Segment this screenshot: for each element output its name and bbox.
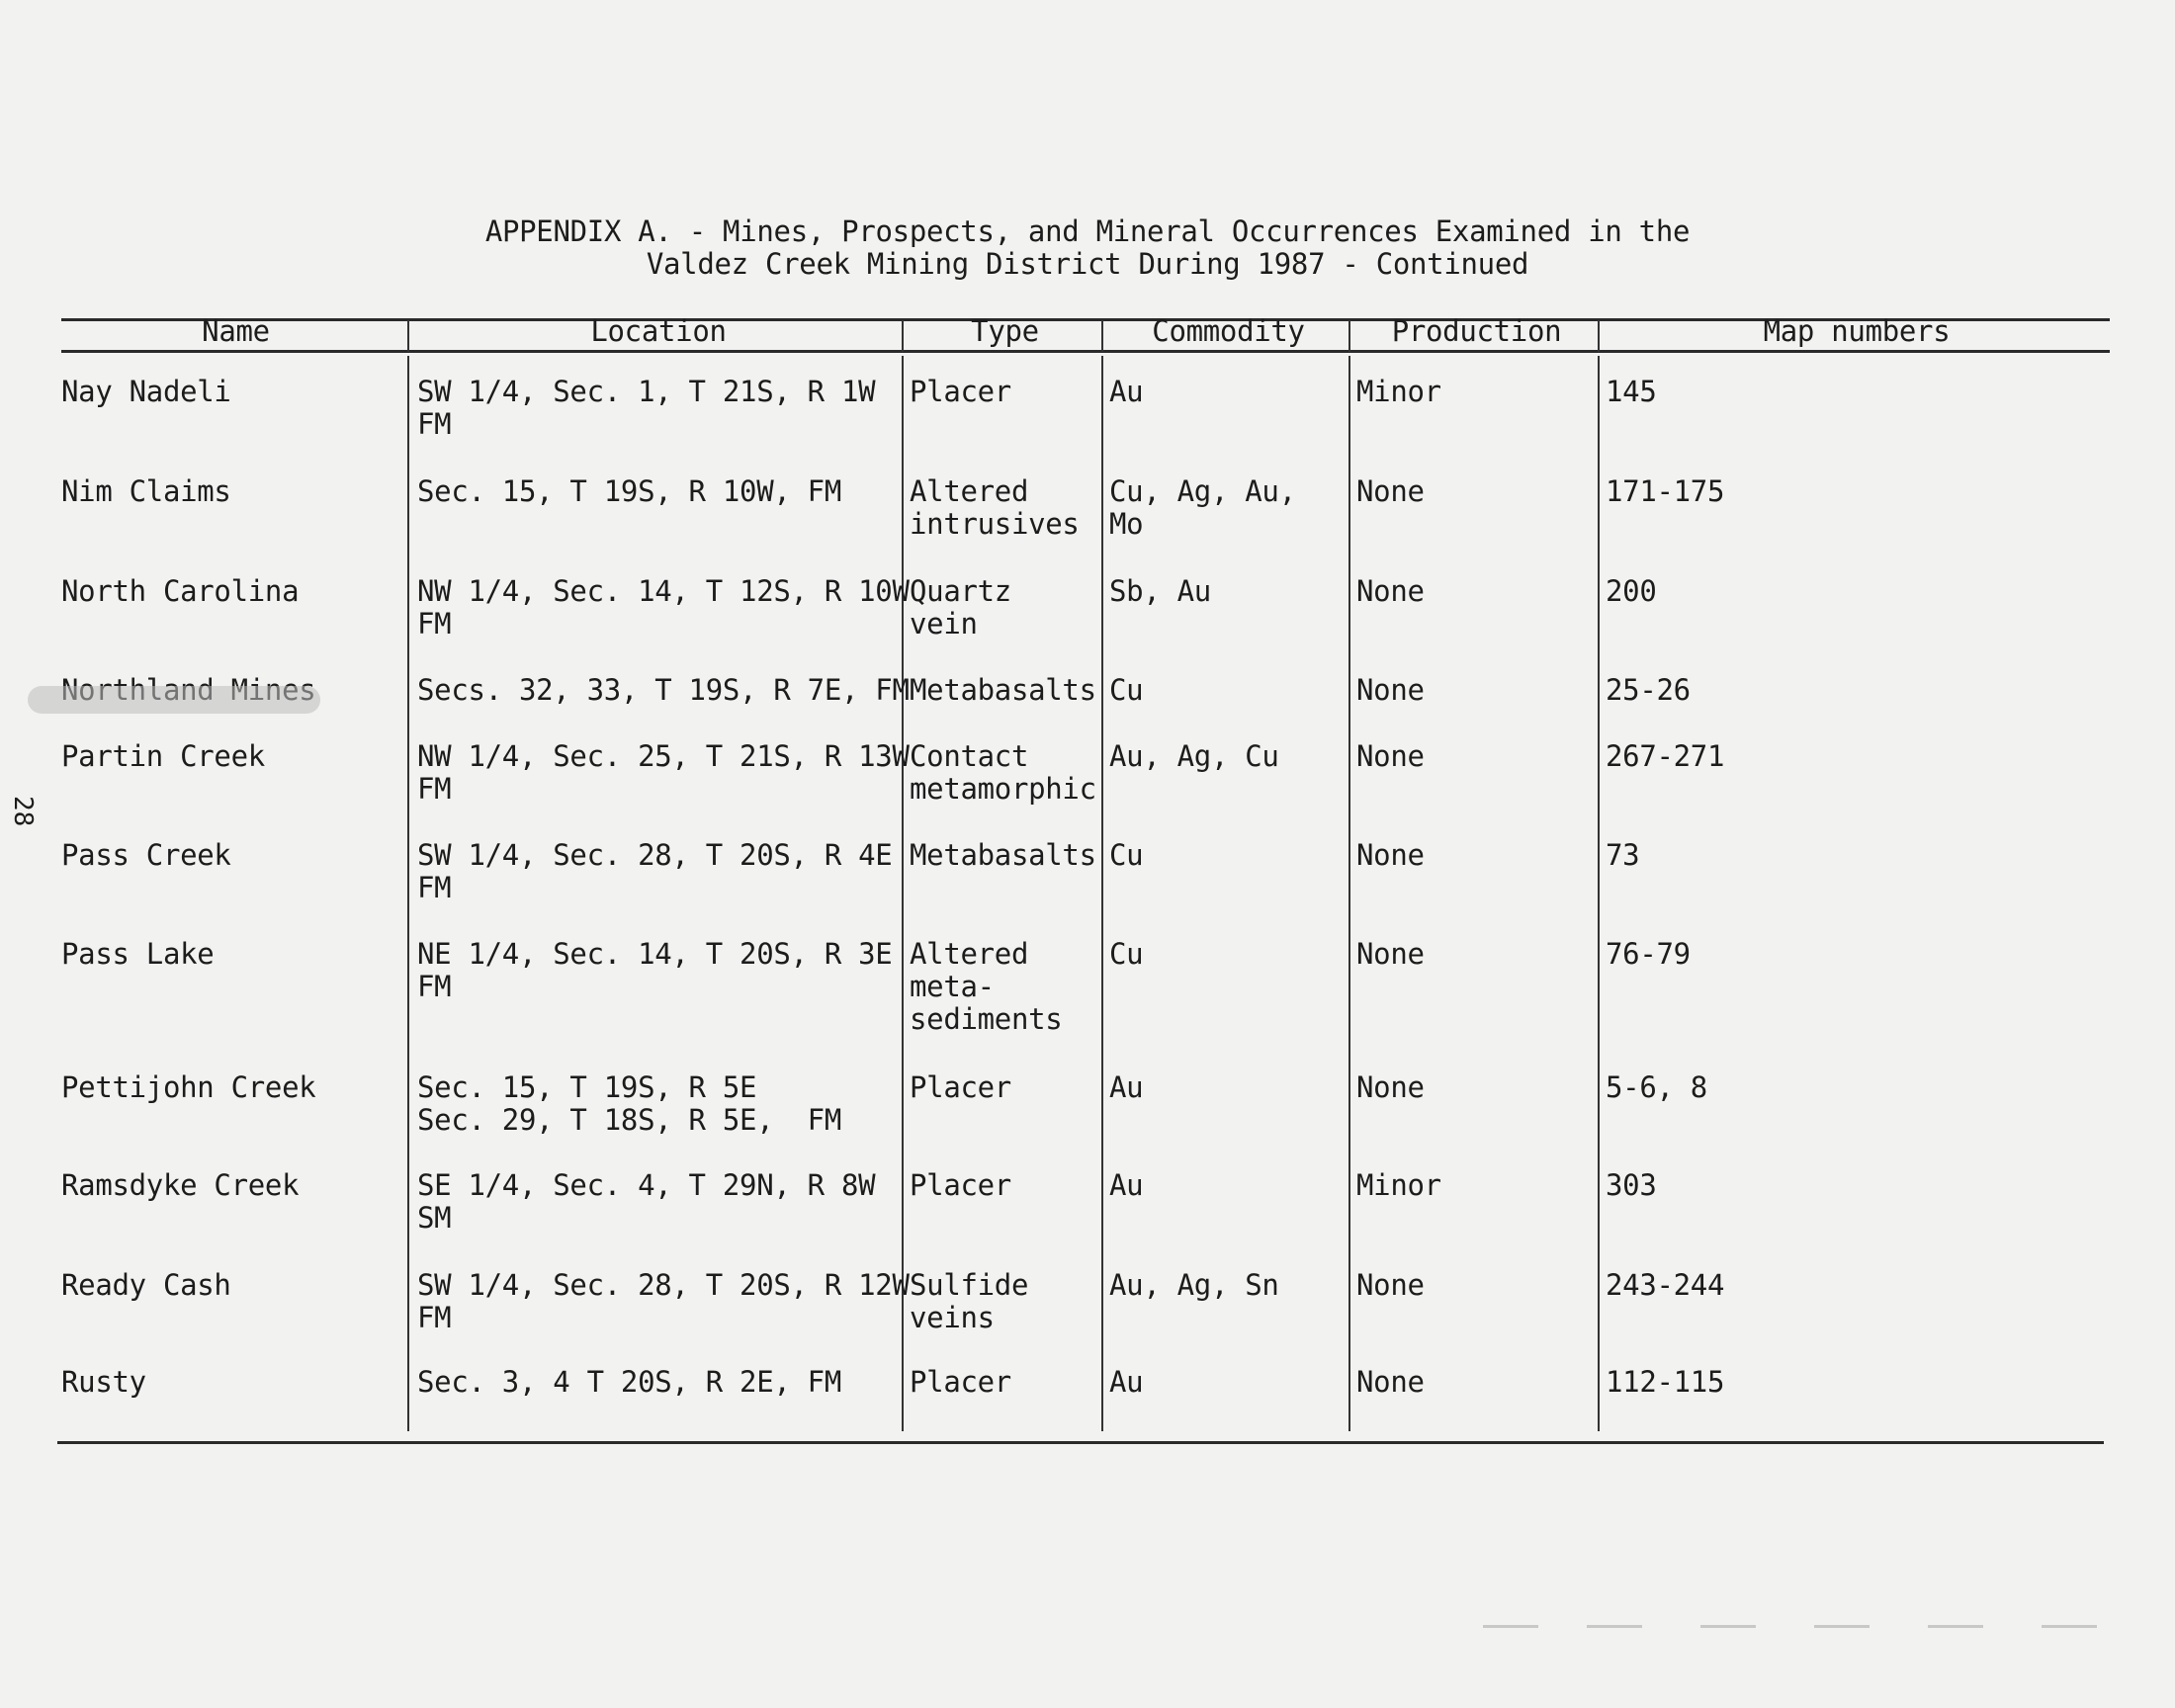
- cell-map-numbers: 303: [1606, 1168, 1657, 1202]
- column-header: Map numbers: [1763, 314, 1951, 348]
- cell-production: None: [1356, 673, 1425, 707]
- cell-name: Partin Creek: [61, 739, 265, 773]
- cell-location: Sec. 29, T 18S, R 5E, FM: [417, 1103, 841, 1137]
- cell-production: None: [1356, 474, 1425, 508]
- scan-mark: [1928, 1625, 1983, 1628]
- cell-location: SW 1/4, Sec. 28, T 20S, R 12W: [417, 1268, 910, 1302]
- cell-location: Secs. 32, 33, T 19S, R 7E, FM: [417, 673, 910, 707]
- cell-map-numbers: 200: [1606, 574, 1657, 608]
- cell-type: vein: [910, 607, 978, 640]
- cell-type: Contact: [910, 739, 1029, 773]
- cell-location: Sec. 3, 4 T 20S, R 2E, FM: [417, 1365, 841, 1399]
- table-bottom-rule: [57, 1441, 2104, 1444]
- cell-production: Minor: [1356, 1168, 1441, 1202]
- cell-location: NW 1/4, Sec. 25, T 21S, R 13W: [417, 739, 910, 773]
- cell-type: Altered: [910, 937, 1029, 971]
- cell-type: Placer: [910, 1168, 1011, 1202]
- cell-location: FM: [417, 772, 452, 806]
- cell-production: None: [1356, 838, 1425, 872]
- cell-commodity: Au: [1109, 375, 1144, 408]
- column-separator: [1348, 356, 1350, 1431]
- document-title: [0, 215, 2175, 281]
- cell-name: Nay Nadeli: [61, 375, 231, 408]
- cell-production: None: [1356, 937, 1425, 971]
- cell-map-numbers: 243-244: [1606, 1268, 1725, 1302]
- cell-location: Sec. 15, T 19S, R 10W, FM: [417, 474, 841, 508]
- cell-production: None: [1356, 574, 1425, 608]
- cell-type: Placer: [910, 1365, 1011, 1399]
- cell-map-numbers: 145: [1606, 375, 1657, 408]
- highlight-smudge: [28, 686, 320, 714]
- header-bottom-rule: [61, 350, 2110, 353]
- cell-commodity: Au: [1109, 1168, 1144, 1202]
- cell-name: Ramsdyke Creek: [61, 1168, 300, 1202]
- cell-type: Placer: [910, 1070, 1011, 1104]
- cell-commodity: Cu: [1109, 673, 1144, 707]
- cell-location: SW 1/4, Sec. 1, T 21S, R 1W: [417, 375, 876, 408]
- cell-production: None: [1356, 1268, 1425, 1302]
- cell-map-numbers: 76-79: [1606, 937, 1691, 971]
- cell-map-numbers: 5-6, 8: [1606, 1070, 1707, 1104]
- column-header: Name: [202, 314, 270, 348]
- header-separator: [1598, 320, 1600, 352]
- cell-commodity: Au: [1109, 1070, 1144, 1104]
- cell-map-numbers: 73: [1606, 838, 1640, 872]
- cell-map-numbers: 112-115: [1606, 1365, 1725, 1399]
- cell-location: SM: [417, 1201, 452, 1235]
- scan-mark: [1483, 1625, 1538, 1628]
- cell-type: sediments: [910, 1002, 1063, 1036]
- column-header: Production: [1391, 314, 1562, 348]
- cell-location: NW 1/4, Sec. 14, T 12S, R 10W: [417, 574, 910, 608]
- cell-type: meta-: [910, 970, 995, 1003]
- cell-type: Metabasalts: [910, 673, 1096, 707]
- cell-map-numbers: 267-271: [1606, 739, 1725, 773]
- cell-production: None: [1356, 1365, 1425, 1399]
- column-header: Commodity: [1152, 314, 1305, 348]
- cell-location: SE 1/4, Sec. 4, T 29N, R 8W: [417, 1168, 876, 1202]
- cell-production: None: [1356, 1070, 1425, 1104]
- cell-location: SW 1/4, Sec. 28, T 20S, R 4E: [417, 838, 893, 872]
- header-separator: [1101, 320, 1103, 352]
- cell-commodity: Cu, Ag, Au,: [1109, 474, 1296, 508]
- cell-commodity: Au, Ag, Sn: [1109, 1268, 1279, 1302]
- cell-type: intrusives: [910, 507, 1080, 541]
- cell-location: NE 1/4, Sec. 14, T 20S, R 3E: [417, 937, 893, 971]
- title-line-2: Valdez Creek Mining District During 1987 - Continued: [646, 247, 1529, 281]
- cell-name: Nim Claims: [61, 474, 231, 508]
- column-separator: [1101, 356, 1103, 1431]
- column-separator: [407, 356, 409, 1431]
- scan-mark: [1587, 1625, 1642, 1628]
- title-line-1: APPENDIX A. - Mines, Prospects, and Mineral Occurrences Examined in the: [484, 214, 1691, 248]
- cell-map-numbers: 171-175: [1606, 474, 1725, 508]
- header-separator: [407, 320, 409, 352]
- cell-production: Minor: [1356, 375, 1441, 408]
- cell-type: metamorphic: [910, 772, 1096, 806]
- cell-type: Placer: [910, 375, 1011, 408]
- cell-commodity: Sb, Au: [1109, 574, 1211, 608]
- cell-type: veins: [910, 1301, 995, 1334]
- scan-mark: [2042, 1625, 2097, 1628]
- cell-name: Pass Creek: [61, 838, 231, 872]
- cell-location: FM: [417, 871, 452, 904]
- cell-type: Metabasalts: [910, 838, 1096, 872]
- header-separator: [902, 320, 904, 352]
- cell-commodity: Au: [1109, 1365, 1144, 1399]
- cell-location: FM: [417, 1301, 452, 1334]
- cell-type: Quartz: [910, 574, 1011, 608]
- cell-commodity: Cu: [1109, 937, 1144, 971]
- scan-mark: [1700, 1625, 1756, 1628]
- cell-name: Rusty: [61, 1365, 146, 1399]
- column-separator: [1598, 356, 1600, 1431]
- cell-commodity: Cu: [1109, 838, 1144, 872]
- column-header: Type: [971, 314, 1039, 348]
- cell-map-numbers: 25-26: [1606, 673, 1691, 707]
- cell-production: None: [1356, 739, 1425, 773]
- column-header: Location: [590, 314, 727, 348]
- cell-location: FM: [417, 407, 452, 441]
- cell-type: Altered: [910, 474, 1029, 508]
- cell-name: Pass Lake: [61, 937, 215, 971]
- cell-type: Sulfide: [910, 1268, 1029, 1302]
- cell-location: Sec. 15, T 19S, R 5E: [417, 1070, 757, 1104]
- page-number: 28: [8, 796, 38, 827]
- cell-name: North Carolina: [61, 574, 300, 608]
- scan-mark: [1814, 1625, 1870, 1628]
- cell-commodity: Au, Ag, Cu: [1109, 739, 1279, 773]
- cell-location: FM: [417, 970, 452, 1003]
- cell-commodity: Mo: [1109, 507, 1144, 541]
- header-separator: [1348, 320, 1350, 352]
- cell-name: Ready Cash: [61, 1268, 231, 1302]
- cell-name: Pettijohn Creek: [61, 1070, 316, 1104]
- cell-location: FM: [417, 607, 452, 640]
